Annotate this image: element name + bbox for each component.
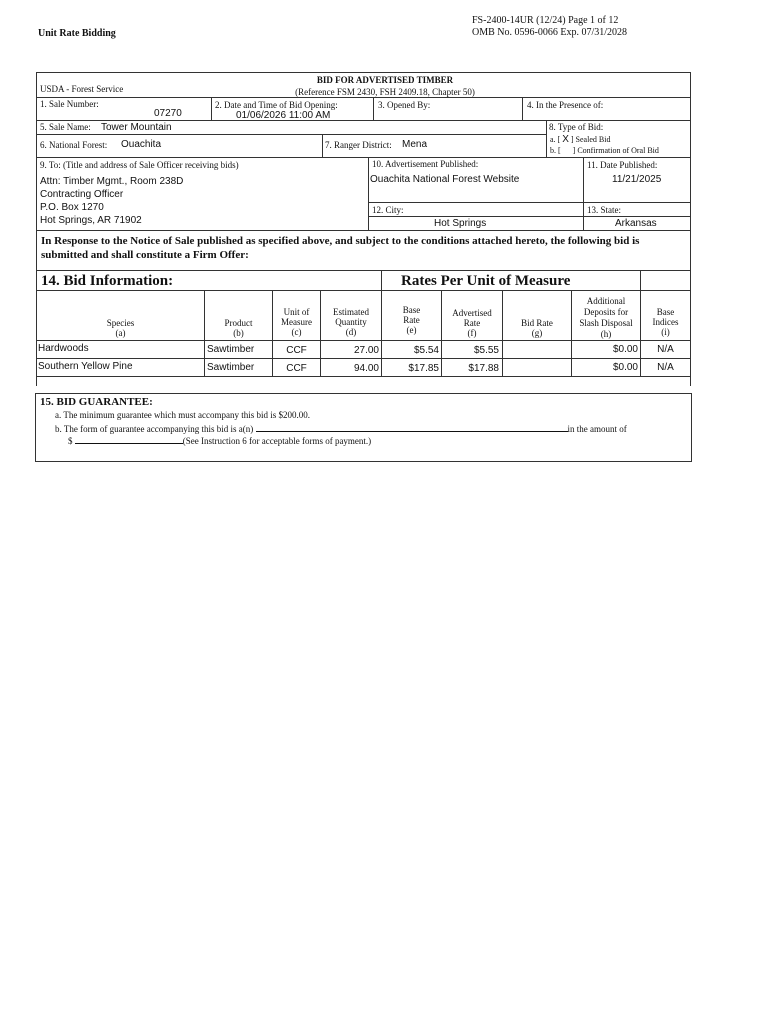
forest-value[interactable]: Ouachita <box>121 139 162 150</box>
address-line: Attn: Timber Mgmt., Room 238D <box>40 176 184 187</box>
date-published-value[interactable]: 11/21/2025 <box>612 174 662 185</box>
cell-product: Sawtimber <box>207 344 255 355</box>
cell-indices: N/A <box>657 344 674 355</box>
guarantee-amount-field[interactable] <box>75 434 183 444</box>
sale-number-label: 1. Sale Number: <box>40 99 99 109</box>
cell-base-rate: $17.85 <box>408 363 439 374</box>
bid-opening-label: 2. Date and Time of Bid Opening: <box>215 100 338 110</box>
col-header-unit: Unit of Measure (c) <box>281 307 312 337</box>
form-subtitle: Unit Rate Bidding <box>38 28 116 39</box>
form-reference: (Reference FSM 2430, FSH 2409.18, Chapter 50) <box>295 87 475 97</box>
sale-name-value[interactable]: Tower Mountain <box>101 122 172 133</box>
cell-quantity: 94.00 <box>353 363 379 374</box>
district-value[interactable]: Mena <box>402 139 428 150</box>
ad-published-value[interactable]: Ouachita National Forest Website <box>370 174 520 185</box>
agency-name: USDA - Forest Service <box>40 84 124 94</box>
sale-number-value[interactable]: 07270 <box>154 108 182 119</box>
cell-quantity: 27.00 <box>353 345 379 356</box>
bid-type-sealed[interactable]: a. [ X ] Sealed Bid <box>550 134 611 145</box>
cell-advertised-rate: $5.55 <box>473 345 499 356</box>
guarantee-form-line: b. The form of guarantee accompanying this bid is a(n) in the amount of <box>55 424 627 434</box>
state-value[interactable]: Arkansas <box>615 218 657 229</box>
address-line: P.O. Box 1270 <box>40 202 104 213</box>
opened-by-label: 3. Opened By: <box>378 100 431 110</box>
col-header-deposits: Additional Deposits for Slash Disposal (h) <box>579 296 633 339</box>
cell-species: Southern Yellow Pine <box>38 361 133 372</box>
cell-base-rate: $5.54 <box>413 345 439 356</box>
cell-product: Sawtimber <box>207 362 255 373</box>
address-line: Hot Springs, AR 71902 <box>40 215 142 226</box>
form-number: FS-2400-14UR (12/24) Page 1 of 12 <box>472 15 619 26</box>
bid-type-label: 8. Type of Bid: <box>549 122 604 132</box>
cell-indices: N/A <box>657 362 674 373</box>
cell-deposit: $0.00 <box>612 344 638 355</box>
state-label: 13. State: <box>587 205 621 215</box>
sealed-check-mark: X <box>562 134 569 145</box>
bid-info-heading: 14. Bid Information: <box>41 273 174 289</box>
firm-offer-notice: In Response to the Notice of Sale published as specified above, and subject to the conditions attached hereto, the following bid is submitted and shall constitute a Firm Offer: <box>41 235 640 261</box>
cell-advertised-rate: $17.88 <box>468 363 499 374</box>
guarantee-form-field[interactable] <box>256 422 568 432</box>
col-header-bid-rate: Bid Rate (g) <box>521 318 553 338</box>
col-header-species: Species (a) <box>106 318 135 338</box>
district-label: 7. Ranger District: <box>325 140 392 150</box>
to-label: 9. To: (Title and address of Sale Officer receiving bids) <box>40 160 239 170</box>
ad-published-label: 10. Advertisement Published: <box>372 159 479 169</box>
cell-unit: CCF <box>286 345 307 356</box>
bid-opening-value[interactable]: 01/06/2026 11:00 AM <box>236 110 331 121</box>
cell-species: Hardwoods <box>38 343 89 354</box>
city-value[interactable]: Hot Springs <box>434 218 487 229</box>
forest-label: 6. National Forest: <box>40 140 108 150</box>
col-header-indices: Base Indices (i) <box>652 307 679 337</box>
cell-unit: CCF <box>286 363 307 374</box>
guarantee-minimum: a. The minimum guarantee which must accompany this bid is $200.00. <box>55 410 311 420</box>
city-label: 12. City: <box>372 205 404 215</box>
rates-heading: Rates Per Unit of Measure <box>401 273 571 289</box>
date-published-label: 11. Date Published: <box>587 160 658 170</box>
omb-number: OMB No. 0596-0066 Exp. 07/31/2028 <box>472 27 627 38</box>
address-line: Contracting Officer <box>40 189 124 200</box>
guarantee-amount-line: $ (See Instruction 6 for acceptable forms of payment.) <box>68 436 372 446</box>
form-title: BID FOR ADVERTISED TIMBER <box>316 75 454 85</box>
cell-deposit: $0.00 <box>612 362 638 373</box>
col-header-advertised-rate: Advertised Rate (f) <box>452 308 492 338</box>
col-header-product: Product (b) <box>224 318 253 338</box>
bid-type-oral[interactable]: b. [ ] Confirmation of Oral Bid <box>550 146 659 155</box>
presence-label: 4. In the Presence of: <box>527 100 604 110</box>
bid-guarantee-heading: 15. BID GUARANTEE: <box>40 396 153 408</box>
col-header-base-rate: Base Rate (e) <box>402 305 421 335</box>
col-header-quantity: Estimated Quantity (d) <box>333 307 369 337</box>
sale-name-label: 5. Sale Name: <box>40 122 91 132</box>
